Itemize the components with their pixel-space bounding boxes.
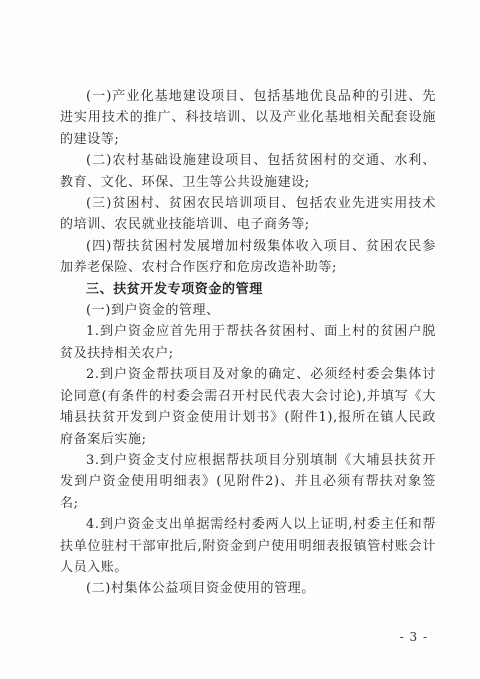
paragraph-collective-income-projects: (四)帮扶贫困村发展增加村级集体收入项目、贫困农民参加养老保险、农村合作医疗和危房改造补助等; <box>60 238 436 276</box>
document-body <box>60 86 436 600</box>
list-item-3: 3.到户资金支付应根据帮扶项目分别填制《大埔县扶贫开发到户资金使用明细表》(见附件2)、并且必须有帮扶对象签名; <box>60 452 436 511</box>
paragraph-training-projects: (三)贫困村、贫困农民培训项目、包括农业先进实用技术的培训、农民就业技能培训、电子商务等; <box>60 196 436 233</box>
subsection-collective-funds: (二)村集体公益项目资金使用的管理。 <box>86 581 315 597</box>
list-item-2: 2.到户资金帮扶项目及对象的确定、必须经村委会集体讨论同意(有条件的村委会需召开村民代表大会讨论),并填写《大埔县扶贫开发到户资金使用计划书》(附件1),报所在镇人民政府备案后实施; <box>60 367 436 447</box>
section-heading-fund-management: 三、扶贫开发专项资金的管理 <box>86 281 263 297</box>
page-number: - 3 - <box>399 630 428 644</box>
paragraph-industrial-base-projects: (一)产业化基地建设项目、包括基地优良品种的引进、先进实用技术的推广、科技培训、以及产业化基地相关配套设施的建设等; <box>60 89 436 147</box>
list-item-1: 1.到户资金应首先用于帮扶各贫困村、面上村的贫困户脱贫及扶持相关农户; <box>60 324 436 361</box>
subsection-household-funds: (一)到户资金的管理、 <box>86 303 220 319</box>
list-item-4: 4.到户资金支出单据需经村委两人以上证明,村委主任和帮扶单位驻村干部审批后,附资金到户使用明细表报镇管村账会计人员入账。 <box>60 517 436 575</box>
paragraph-rural-infrastructure: (二)农村基础设施建设项目、包括贫困村的交通、水利、教育、文化、环保、卫生等公共设施建设; <box>60 153 436 190</box>
